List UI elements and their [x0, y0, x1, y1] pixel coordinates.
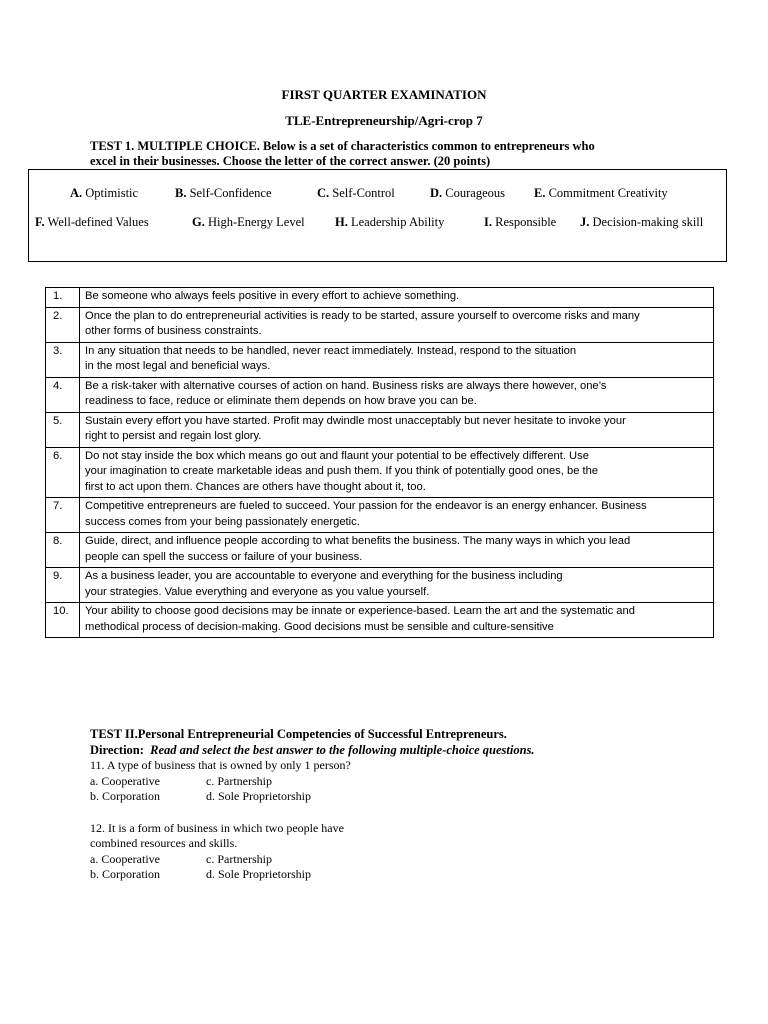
option-row — [90, 789, 535, 805]
option: c. Partnership — [206, 851, 272, 866]
item-number: 1. — [46, 288, 80, 308]
item-line: Your ability to choose good decisions may be innate or experience-based. Learn the art and the systematic and — [85, 605, 635, 617]
table-row — [46, 288, 714, 308]
item-text — [80, 412, 714, 447]
question — [90, 821, 535, 883]
question-text: combined resources and skills. — [90, 836, 238, 850]
item-line: methodical process of decision-making. Good decisions must be sensible and culture-sensitive — [85, 620, 554, 633]
item-line: Do not stay inside the box which means go out and flaunt your potential to be effectively different. Use — [85, 449, 589, 462]
option: a. Cooperative — [90, 851, 160, 866]
option: d. Sole Proprietorship — [206, 867, 311, 881]
subject-title: TLE-Entrepreneurship/Agri-crop 7 — [285, 113, 483, 128]
choice-d: D. Courageous — [430, 186, 505, 200]
item-text — [80, 568, 714, 603]
instructions-line: excel in their businesses. Choose the letter of the correct answer. (20 points) — [90, 154, 491, 168]
choice-f: F. Well-defined Values — [35, 215, 149, 229]
item-line: first to act upon them. Chances are others have thought about it, too. — [85, 480, 426, 493]
item-number: 8. — [46, 533, 80, 568]
table-row — [46, 498, 714, 533]
item-line: in the most legal and beneficial ways. — [85, 360, 271, 372]
table-row — [46, 533, 714, 568]
questions-list — [90, 758, 535, 883]
instructions-line: TEST 1. MULTIPLE CHOICE. Below is a set of characteristics common to entrepreneurs who — [90, 139, 595, 153]
items-table — [45, 287, 714, 638]
test1-instructions — [90, 139, 690, 169]
item-text — [80, 307, 714, 342]
item-line: other forms of business constraints. — [85, 325, 262, 337]
item-line: Be a risk-taker with alternative courses of action on hand. Business risks are always there however, one’s — [85, 379, 607, 392]
option-row — [90, 852, 535, 868]
item-text — [80, 533, 714, 568]
choice-i: I. Responsible — [484, 215, 557, 229]
item-text — [80, 447, 714, 498]
item-number: 2. — [46, 307, 80, 342]
option: b. Corporation — [90, 867, 160, 881]
question-text: 12. It is a form of business in which two people have — [90, 820, 344, 835]
choice-b: B. Self-Confidence — [175, 186, 272, 200]
option: c. Partnership — [206, 773, 272, 788]
item-line: right to persist and regain lost glory. — [85, 430, 262, 442]
item-text — [80, 342, 714, 377]
item-number: 4. — [46, 377, 80, 412]
option: d. Sole Proprietorship — [206, 789, 311, 803]
choices-box — [28, 169, 727, 262]
item-line: Once the plan to do entrepreneurial activities is ready to be started, assure yourself to overcome risks and many — [85, 309, 640, 322]
question-text: 11. A type of business that is owned by only 1 person? — [90, 758, 351, 772]
item-line: your strategies. Value everything and everyone as you value yourself. — [85, 585, 430, 598]
item-number: 6. — [46, 447, 80, 498]
table-row — [46, 568, 714, 603]
table-row — [46, 447, 714, 498]
item-number: 9. — [46, 568, 80, 603]
option-row — [90, 774, 535, 790]
option: a. Cooperative — [90, 773, 160, 788]
exam-title: FIRST QUARTER EXAMINATION — [281, 87, 487, 102]
item-text — [80, 498, 714, 533]
choice-h: H. Leadership Ability — [335, 215, 445, 229]
item-text — [80, 377, 714, 412]
test2-heading: TEST II.Personal Entrepreneurial Competencies of Successful Entrepreneurs. — [90, 727, 507, 741]
item-number: 7. — [46, 498, 80, 533]
item-line: Be someone who always feels positive in every effort to achieve something. — [85, 290, 460, 302]
item-line: Guide, direct, and influence people according to what benefits the business. The many ways in which you lead — [85, 535, 631, 547]
choice-c: C. Self-Control — [317, 186, 395, 200]
table-row — [46, 377, 714, 412]
table-row — [46, 603, 714, 638]
question — [90, 758, 535, 805]
table-row — [46, 307, 714, 342]
item-number: 5. — [46, 412, 80, 447]
choice-e: E. Commitment Creativity — [534, 186, 668, 200]
item-line: Competitive entrepreneurs are fueled to succeed. Your passion for the endeavor is an energy enhancer. Business — [85, 500, 647, 512]
item-line: people can spell the success or failure of your business. — [85, 550, 363, 563]
test2-section — [90, 727, 535, 883]
item-text — [80, 603, 714, 638]
item-line: Sustain every effort you have started. Profit may dwindle most unacceptably but never hesitate to invoke your — [85, 414, 626, 427]
item-number: 10. — [46, 603, 80, 638]
item-number: 3. — [46, 342, 80, 377]
item-line: readiness to face, reduce or eliminate them depends on how brave you can be. — [85, 395, 477, 407]
choice-a: A. Optimistic — [70, 186, 139, 200]
test2-direction: Direction: Read and select the best answer to the following multiple-choice questions. — [90, 742, 535, 757]
choice-j: J. Decision-making skill — [580, 215, 704, 229]
table-row — [46, 342, 714, 377]
table-row — [46, 412, 714, 447]
choice-g: G. High-Energy Level — [192, 215, 305, 229]
item-text — [80, 288, 714, 308]
item-line: As a business leader, you are accountable to everyone and everything for the business including — [85, 570, 563, 582]
item-line: success comes from your being passionately energetic. — [85, 515, 360, 528]
item-line: your imagination to create marketable ideas and push them. If you think of potentially good ones, be the — [85, 465, 599, 477]
option-row — [90, 867, 535, 883]
item-line: In any situation that needs to be handled, never react immediately. Instead, respond to the situation — [85, 344, 577, 357]
option: b. Corporation — [90, 789, 160, 803]
